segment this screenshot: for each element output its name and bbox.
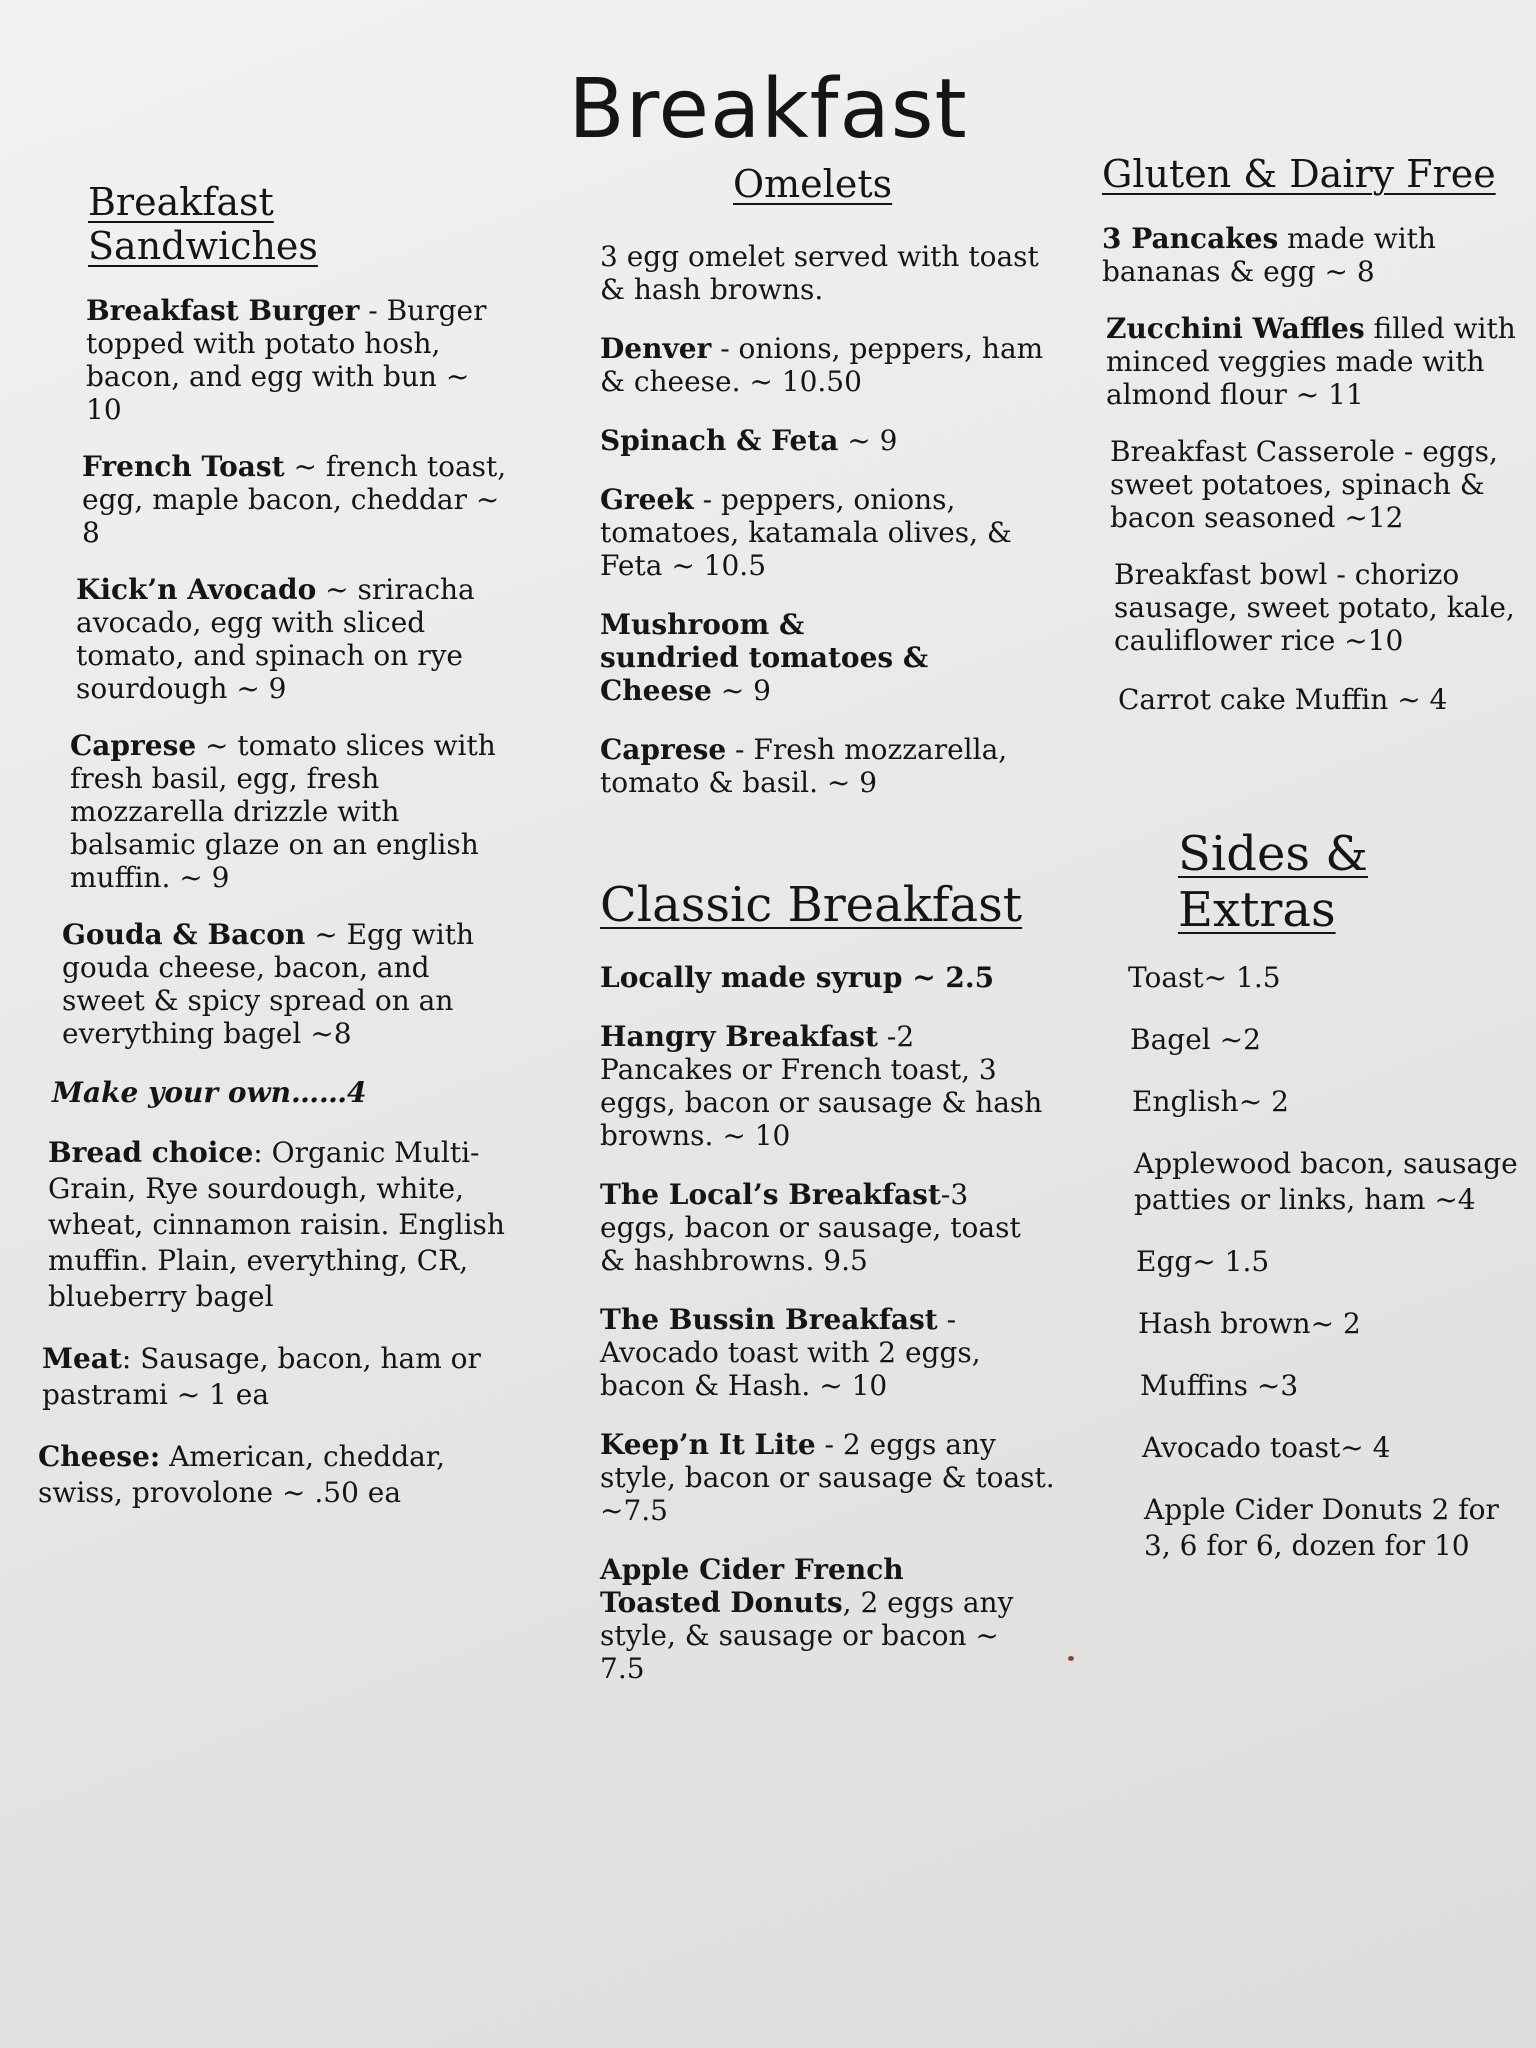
menu-title: Breakfast bbox=[568, 62, 968, 157]
item-name: Greek bbox=[600, 483, 694, 516]
item-name: 3 Pancakes bbox=[1102, 222, 1279, 255]
item-desc: ~ 9 bbox=[711, 674, 771, 707]
menu-item bbox=[62, 918, 508, 1050]
item-name: Caprese bbox=[600, 733, 727, 766]
item-desc: ~ 9 bbox=[838, 424, 898, 457]
item-desc: ~ french toast, egg, maple bacon, cheddar ~ 8 bbox=[82, 450, 507, 549]
item-desc: , 2 eggs any style, & sausage or bacon ~ 7.5 bbox=[600, 1586, 1014, 1685]
item-desc: made with bananas & egg ~ 8 bbox=[1102, 222, 1436, 288]
side-item: Apple Cider Donuts 2 for 3, 6 for 6, dozen for 10 bbox=[1144, 1493, 1499, 1562]
item-desc: ~ tomato slices with fresh basil, egg, fresh mozzarella drizzle with balsamic glaze on an english muffin. ~ 9 bbox=[70, 729, 496, 894]
item-desc: : Organic Multi-Grain, Rye sourdough, white, wheat, cinnamon raisin. English muffin. Plain, everything, CR, blueberry bagel bbox=[48, 1136, 505, 1313]
item-name: Zucchini Waffles bbox=[1106, 312, 1365, 345]
item-name: Keep’n It Lite bbox=[600, 1428, 816, 1461]
item-desc: - Burger topped with potato hosh, bacon, and egg with bun ~ 10 bbox=[86, 294, 487, 426]
item-name: Meat bbox=[42, 1342, 122, 1375]
side-item: Hash brown~ 2 bbox=[1138, 1307, 1361, 1340]
heading-sides-extras: Sides & Extras bbox=[1178, 826, 1368, 938]
make-your-own: Make your own……4 bbox=[52, 1076, 367, 1109]
item-desc: ~ sriracha avocado, egg with sliced tomato, and spinach on rye sourdough ~ 9 bbox=[76, 573, 475, 705]
heading-gluten-dairy-free: Gluten & Dairy Free bbox=[1102, 152, 1496, 196]
menu-item bbox=[70, 729, 508, 894]
column-omelets-classic bbox=[600, 162, 1055, 1685]
item-name: The Local’s Breakfast bbox=[600, 1178, 941, 1211]
side-item: Applewood bacon, sausage patties or links, ham ~4 bbox=[1134, 1147, 1518, 1216]
menu-item bbox=[1118, 683, 1522, 716]
item-desc: : Sausage, bacon, ham or pastrami ~ 1 ea bbox=[42, 1342, 481, 1411]
item-desc: - onions, peppers, ham & cheese. ~ 10.50 bbox=[600, 332, 1044, 398]
menu-item bbox=[86, 294, 508, 426]
item-desc: - 2 eggs any style, bacon or sausage & toast. ~7.5 bbox=[600, 1428, 1055, 1527]
omelets-intro: 3 egg omelet served with toast & hash browns. bbox=[600, 240, 1039, 306]
menu-item bbox=[82, 450, 508, 549]
item-desc: American, cheddar, swiss, provolone ~ .50 ea bbox=[38, 1440, 446, 1509]
menu-item bbox=[600, 332, 1050, 398]
item-desc: ~ Egg with gouda cheese, bacon, and sweet & spicy spread on an everything bagel ~8 bbox=[62, 918, 474, 1050]
item-desc: Carrot cake Muffin ~ 4 bbox=[1118, 683, 1448, 716]
item-name: Hangry Breakfast bbox=[600, 1020, 878, 1053]
item-name: The Bussin Breakfast bbox=[600, 1303, 938, 1336]
menu-item bbox=[600, 1303, 1050, 1402]
menu-item bbox=[600, 424, 1050, 457]
menu-item bbox=[600, 1428, 1060, 1527]
menu-item bbox=[600, 483, 1050, 582]
item-name: Caprese bbox=[70, 729, 197, 762]
item-name: Kick’n Avocado bbox=[76, 573, 317, 606]
side-item: Egg~ 1.5 bbox=[1136, 1245, 1270, 1278]
item-desc: - Fresh mozzarella, tomato & basil. ~ 9 bbox=[600, 733, 1008, 799]
item-name: Gouda & Bacon bbox=[62, 918, 306, 951]
item-desc: - peppers, onions, tomatoes, katamala olives, & Feta ~ 10.5 bbox=[600, 483, 1012, 582]
item-desc: -2 Pancakes or French toast, 3 eggs, bacon or sausage & hash browns. ~ 10 bbox=[600, 1020, 1043, 1152]
paper-speck bbox=[1068, 1656, 1074, 1661]
heading-omelets: Omelets bbox=[733, 162, 893, 206]
item-desc: filled with minced veggies made with almond flour ~ 11 bbox=[1106, 312, 1516, 411]
item-desc: Breakfast bowl - chorizo sausage, sweet potato, kale, cauliflower rice ~10 bbox=[1114, 558, 1515, 657]
item-name: Spinach & Feta bbox=[600, 424, 839, 457]
menu-item bbox=[1106, 312, 1522, 411]
menu-item bbox=[600, 1020, 1050, 1152]
side-item: English~ 2 bbox=[1132, 1085, 1289, 1118]
side-item: Muffins ~3 bbox=[1140, 1369, 1299, 1402]
item-name: French Toast bbox=[82, 450, 285, 483]
side-item: Toast~ 1.5 bbox=[1128, 961, 1281, 994]
menu-item bbox=[1102, 222, 1522, 288]
menu-item bbox=[600, 733, 1050, 799]
menu-item bbox=[1110, 435, 1522, 534]
menu-item bbox=[76, 573, 508, 705]
column-sandwiches bbox=[38, 180, 508, 1511]
menu-item: Locally made syrup ~ 2.5 bbox=[600, 961, 995, 994]
item-desc: -3 eggs, bacon or sausage, toast & hashbrowns. 9.5 bbox=[600, 1178, 1021, 1277]
item-name: Cheese: bbox=[38, 1440, 161, 1473]
column-gluten-sides bbox=[1102, 152, 1522, 1564]
item-desc: - Avocado toast with 2 eggs, bacon & Hash. ~ 10 bbox=[600, 1303, 981, 1402]
item-name: Denver bbox=[600, 332, 712, 365]
menu-item bbox=[600, 1178, 1050, 1277]
item-desc: Breakfast Casserole - eggs, sweet potatoes, spinach & bacon seasoned ~12 bbox=[1110, 435, 1498, 534]
item-name: Breakfast Burger bbox=[86, 294, 360, 327]
heading-breakfast-sandwiches: Breakfast Sandwiches bbox=[88, 180, 318, 268]
bread-choice bbox=[48, 1135, 508, 1315]
cheese-choice bbox=[38, 1439, 508, 1511]
side-item: Avocado toast~ 4 bbox=[1142, 1431, 1391, 1464]
side-item: Bagel ~2 bbox=[1130, 1023, 1261, 1056]
heading-classic-breakfast: Classic Breakfast bbox=[600, 877, 1023, 933]
item-name: Mushroom & sundried tomatoes & Cheese bbox=[600, 608, 929, 707]
menu-item bbox=[600, 608, 930, 707]
item-name: Bread choice bbox=[48, 1136, 254, 1169]
menu-item bbox=[1114, 558, 1522, 657]
meat-choice bbox=[42, 1341, 508, 1413]
menu-item bbox=[600, 1553, 1020, 1685]
item-name: Apple Cider French Toasted Donuts bbox=[600, 1553, 904, 1619]
